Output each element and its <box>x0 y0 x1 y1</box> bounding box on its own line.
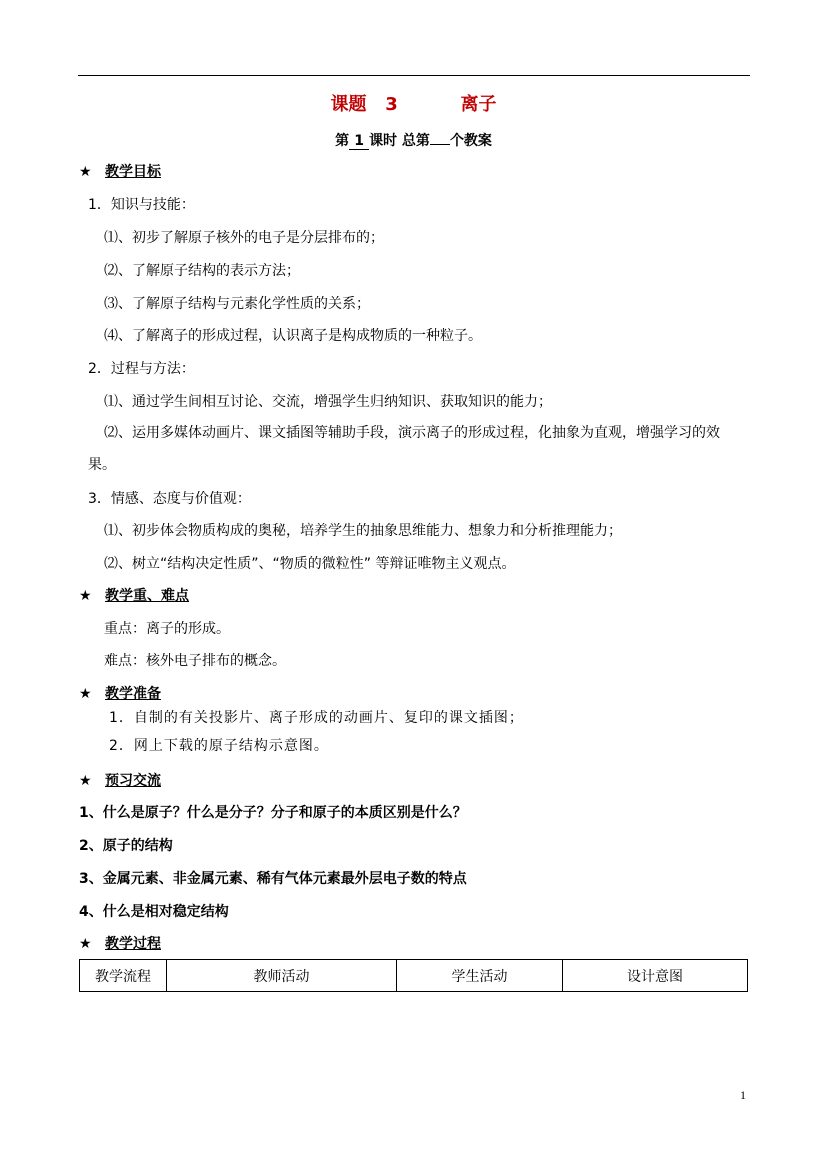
difficult-point: 难点：核外电子排布的概念。 <box>104 653 286 669</box>
subtitle-middle: 课时 总第 <box>369 133 430 149</box>
preview-question: 2、原子的结构 <box>79 838 173 854</box>
column-header-intent: 设计意图 <box>563 960 748 992</box>
star-icon: ★ <box>79 588 92 604</box>
star-icon: ★ <box>79 686 92 702</box>
goal-item: ⑴、初步了解原子核外的电子是分层排布的； <box>104 230 384 246</box>
section-heading-keypoints <box>79 587 189 605</box>
goal-item: ⑵、运用多媒体动画片、课文插图等辅助手段，演示离子的形成过程，化抽象为直观，增强学习的效 <box>104 425 720 441</box>
heading-text: 教学准备 <box>105 686 161 702</box>
goal-category-emotion: 3．情感、态度与价值观： <box>88 491 251 507</box>
lesson-number: 1 <box>349 133 369 150</box>
header-rule <box>78 75 750 76</box>
section-heading-process <box>79 935 161 953</box>
heading-text: 教学目标 <box>105 164 161 180</box>
goal-item-continued: 果。 <box>88 457 116 473</box>
star-icon: ★ <box>79 936 92 952</box>
goal-item: ⑵、了解原子结构的表示方法； <box>104 263 300 279</box>
section-heading-prep <box>79 685 161 703</box>
process-table <box>79 959 748 992</box>
column-header-student: 学生活动 <box>397 960 563 992</box>
section-heading-preview <box>79 772 161 790</box>
star-icon: ★ <box>79 164 92 180</box>
lesson-subtitle <box>0 130 827 150</box>
column-header-teacher: 教师活动 <box>167 960 397 992</box>
goal-item: ⑴、通过学生间相互讨论、交流，增强学生归纳知识、获取知识的能力； <box>104 394 552 410</box>
prep-item: 2．网上下载的原子结构示意图。 <box>109 738 329 754</box>
goal-item: ⑵、树立“结构决定性质”、“物质的微粒性” 等辩证唯物主义观点。 <box>104 556 516 572</box>
goal-item: ⑴、初步体会物质构成的奥秘，培养学生的抽象思维能力、想象力和分析推理能力； <box>104 523 622 539</box>
heading-text: 教学重、难点 <box>105 588 189 604</box>
total-lesson-blank <box>430 144 450 145</box>
heading-text: 教学过程 <box>105 936 161 952</box>
goal-item: ⑶、了解原子结构与元素化学性质的关系； <box>104 296 370 312</box>
preview-question: 3、金属元素、非金属元素、稀有气体元素最外层电子数的特点 <box>79 871 467 887</box>
key-point: 重点：离子的形成。 <box>104 621 230 637</box>
subtitle-prefix: 第 <box>335 133 350 149</box>
goal-category-process: 2．过程与方法： <box>88 361 195 377</box>
column-header-flow: 教学流程 <box>80 960 167 992</box>
preview-question: 4、什么是相对稳定结构 <box>79 904 229 920</box>
page-title: 课题 3 离子 <box>330 94 497 115</box>
subtitle-suffix: 个教案 <box>449 133 492 149</box>
section-heading-goals <box>79 163 161 181</box>
prep-item: 1．自制的有关投影片、离子形成的动画片、复印的课文插图； <box>109 710 524 726</box>
preview-question: 1、什么是原子？什么是分子？分子和原子的本质区别是什么？ <box>79 805 467 821</box>
goal-category-knowledge: 1．知识与技能： <box>88 197 195 213</box>
goal-item: ⑷、了解离子的形成过程，认识离子是构成物质的一种粒子。 <box>104 328 482 344</box>
table-header-row <box>80 960 748 992</box>
page-number: 1 <box>740 1088 746 1102</box>
star-icon: ★ <box>79 773 92 789</box>
heading-text: 预习交流 <box>105 773 161 789</box>
